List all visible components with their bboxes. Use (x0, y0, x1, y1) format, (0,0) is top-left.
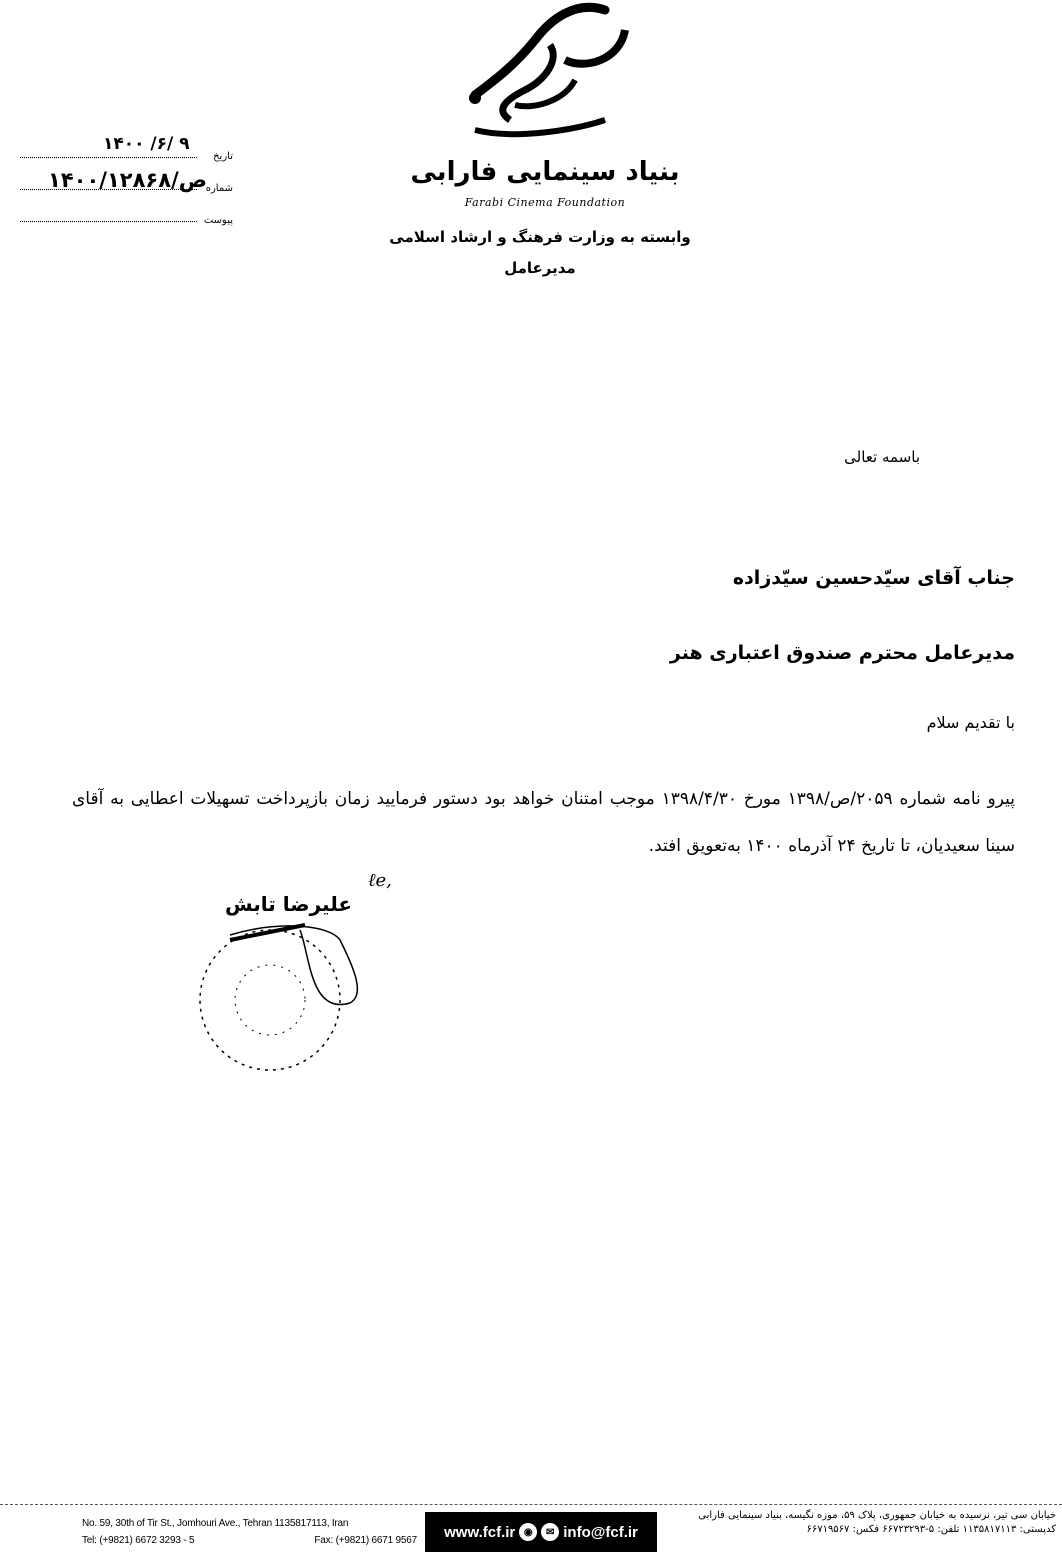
website-link[interactable]: www.fcf.ir (444, 1523, 516, 1541)
affiliation: وابسته به وزارت فرهنگ و ارشاد اسلامی (389, 228, 691, 246)
recipient-name: جناب آقای سیّدحسین سیّدزاده (732, 567, 1015, 589)
number-field (8, 168, 233, 194)
invocation: باسمه تعالی (844, 448, 920, 466)
globe-icon: ◉ (519, 1523, 537, 1541)
date-label: تاریخ (213, 151, 233, 162)
contact-fa: کدپستی: ۱۱۳۵۸۱۷۱۱۳ تلفن: ۵-۶۶۷۲۳۲۹۳ فکس: ۶۶۷۱۹۵۶۷ (806, 1524, 1056, 1535)
logo-text-en: Farabi Cinema Foundation (464, 196, 626, 209)
footer-address-fa (664, 1509, 1056, 1537)
handwritten-initials: ℓe, (368, 870, 392, 891)
letter-body: پیرو نامه شماره ۲۰۵۹/ص/۱۳۹۸ مورخ ۱۳۹۸/۴/۳۰ موجب امتنان خواهد بود دستور فرمایید زمان بازپرداخت تسهیلات اعطایی به آقای سینا سعیدیان، تا تاریخ ۲۴ آذرماه ۱۴۰۰ به‌تعویق افتد. (72, 789, 1015, 856)
signature-stamp (190, 925, 450, 1075)
date-field (8, 134, 233, 162)
address-en: No. 59, 30th of Tir St., Jomhouri Ave., Tehran 1135817113, Iran (82, 1518, 349, 1529)
footer-address-en (82, 1515, 417, 1549)
dotted-line (20, 157, 197, 158)
dotted-line (20, 221, 197, 222)
contact-box (425, 1512, 657, 1552)
attachment-label: پیوست (203, 215, 233, 226)
email-link[interactable]: info@fcf.ir (563, 1523, 638, 1541)
logo-text-fa: بنیاد سینمایی فارابی (410, 157, 680, 187)
issuer-role: مدیرعامل (504, 259, 576, 277)
number-value: ۱۴۰۰/ص/۱۲۸۶۸ (48, 168, 207, 192)
fax-en: Fax: (+9821) 6671 9567 (314, 1535, 417, 1546)
greeting: با تقدیم سلام (926, 713, 1015, 732)
number-label: شماره (205, 183, 233, 194)
date-value: ۱۴۰۰ /۶/ ۹ (103, 134, 190, 154)
attachment-field (8, 204, 233, 226)
email-icon: ✉ (541, 1523, 559, 1541)
footer-divider (0, 1504, 1062, 1505)
tel-en: Tel: (+9821) 6672 3293 - 5 (82, 1535, 195, 1546)
farabi-logo (410, 0, 680, 200)
address-fa: خیابان سی تیر، نرسیده به خیابان جمهوری، پلاک ۵۹، موزه نگیسه، بنیاد سینمایی فارابی (698, 1510, 1056, 1521)
signatory-name: علیرضا تابش (225, 892, 353, 916)
recipient-title: مدیرعامل محترم صندوق اعتباری هنر (669, 642, 1015, 664)
